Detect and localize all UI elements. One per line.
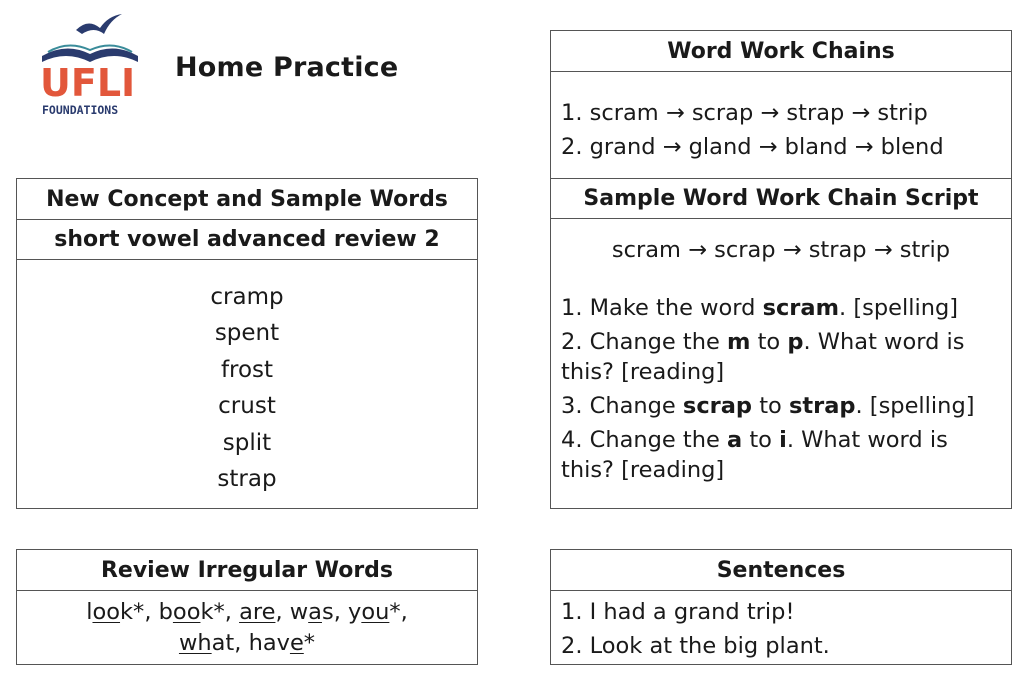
script-box (550, 178, 1012, 509)
sample-word: frost (220, 356, 274, 383)
sentences-box (550, 549, 1012, 665)
sentence-item: 2. Look at the big plant. (561, 633, 830, 659)
script-step: 4. Change the a to i. What word is this? [reading] (561, 427, 948, 483)
sample-word: strap (217, 466, 277, 493)
new-concept-box (16, 178, 478, 509)
irregular-word: what (178, 630, 235, 656)
ufli-logo (38, 10, 142, 120)
irregular-word: was (289, 599, 334, 625)
script-header: Sample Word Work Chain Script (551, 178, 1011, 219)
sample-word: crust (218, 393, 276, 420)
new-concept-header: New Concept and Sample Words (17, 179, 477, 220)
irregular-words-box (16, 549, 478, 665)
irregular-word: look* (86, 599, 145, 625)
sample-word: spent (214, 320, 280, 347)
sentences-list (551, 591, 1011, 663)
script-chain: scram → scrap → strap → strip (611, 237, 951, 263)
irregular-words-header: Review Irregular Words (17, 550, 477, 591)
irregular-word: are (239, 599, 276, 625)
logo-letters: UFLI (40, 61, 136, 105)
sample-word: cramp (210, 284, 284, 310)
sample-word: split (222, 429, 272, 456)
sentence-item: 1. I had a grand trip! (561, 599, 795, 625)
concept-name: short vowel advanced review 2 (17, 220, 477, 260)
script-step: 2. Change the m to p. What word is this? [reading] (561, 329, 965, 385)
irregular-word: you* (348, 599, 401, 625)
word-work-chains-list (551, 72, 1011, 164)
script-step: 3. Change scrap to strap. [spelling] (561, 393, 975, 419)
irregular-word: have* (248, 630, 316, 656)
script-step: 1. Make the word scram. [spelling] (561, 295, 959, 321)
ufli-logo-graphic (38, 10, 142, 120)
chain-item-2: 2. grand → gland → bland → blend (561, 134, 944, 160)
word-work-chains-box (550, 30, 1012, 179)
sentences-header: Sentences (551, 550, 1011, 591)
page-title: Home Practice (175, 52, 399, 83)
logo-subtitle: FOUNDATIONS (42, 103, 119, 117)
sample-words-list (17, 260, 477, 497)
word-work-chains-header: Word Work Chains (551, 31, 1011, 72)
chain-item-1: 1. scram → scrap → strap → strip (561, 100, 928, 126)
irregular-words-list: look*, book*, are, was, you*, what, have* (86, 599, 408, 656)
script-steps (551, 267, 1011, 485)
irregular-word: book* (158, 599, 225, 625)
